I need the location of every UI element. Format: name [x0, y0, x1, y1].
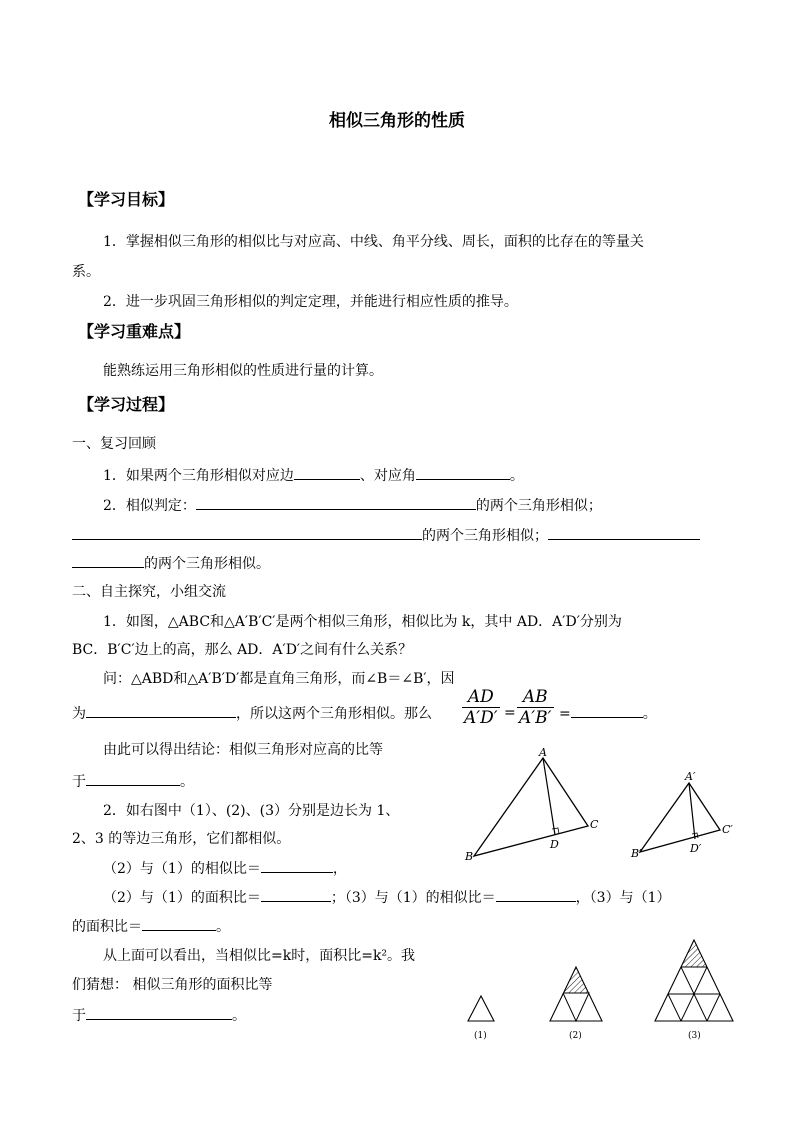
- problem-2-line-2: 2、3 的等边三角形，它们都相似。: [72, 831, 291, 847]
- answer-blank[interactable]: [86, 771, 180, 786]
- caption-1: (1): [474, 1031, 487, 1041]
- label-b: B: [465, 850, 474, 863]
- q1-text-a: 1．如果两个三角形相似对应边: [103, 468, 294, 484]
- triangle-side-1: [468, 996, 494, 1021]
- fraction-numerator: AD: [467, 687, 494, 707]
- altitude-ad: [543, 758, 555, 835]
- equals-sign: =: [559, 706, 571, 722]
- label-d-prime: D′: [690, 842, 702, 855]
- guess-line-3: [72, 1005, 246, 1026]
- q2-text-c: 的两个三角形相似；: [422, 528, 548, 544]
- review-question-1: [103, 465, 524, 486]
- caption-2: (2): [569, 1031, 582, 1041]
- triangle-abc: [474, 758, 588, 856]
- goal-item-1-line-1: 1．掌握相似三角形的相似比与对应高、中线、角平分线、周长，面积的比存在的等量关: [103, 234, 644, 250]
- part1-heading: 一、复习回顾: [72, 436, 156, 452]
- label-d: D: [550, 838, 559, 851]
- guess-text-b: 。: [232, 1008, 246, 1024]
- answer-blank[interactable]: [294, 465, 360, 480]
- section-heading-process: 【学习过程】: [78, 395, 175, 414]
- end-mark: 。: [642, 706, 657, 722]
- label-c: C: [590, 818, 599, 831]
- fraction-numerator: AB: [522, 687, 548, 707]
- goal-item-1-line-2: 系。: [72, 264, 100, 280]
- ratio-question-1: [103, 858, 347, 879]
- equals-sign: =: [504, 705, 516, 721]
- answer-blank[interactable]: [72, 553, 144, 568]
- key-points-text: 能熟练运用三角形相似的性质进行量的计算。: [103, 363, 383, 379]
- ratio-text-a: （2）与（1）的相似比＝: [103, 861, 261, 877]
- equilateral-triangles-figure: [460, 935, 740, 1045]
- goal-item-2: 2．进一步巩固三角形相似的判定定理，并能进行相应性质的推导。: [103, 294, 518, 310]
- guess-line-2: 们猜想： 相似三角形的面积比等: [72, 977, 273, 993]
- part2-heading: 二、自主探究，小组交流: [72, 584, 226, 600]
- guess-text-a: 于: [72, 1008, 86, 1024]
- reason-line: [72, 703, 432, 724]
- label-a-prime: A′: [685, 770, 696, 783]
- reason-text-a: 为: [72, 706, 86, 722]
- fraction-denominator: A′D′: [464, 708, 498, 728]
- answer-blank[interactable]: [496, 887, 576, 902]
- problem-1-line-2: BC．B′C′边上的高，那么 AD．A′D′之间有什么关系？: [72, 642, 413, 658]
- ratio-question-3: [72, 916, 230, 937]
- section-heading-key-points: 【学习重难点】: [78, 322, 191, 341]
- triangle-side-3-grid: [668, 967, 720, 1021]
- problem-1-line-1: 1．如图，△ABC和△A′B′C′是两个相似三角形，相似比为 k，其中 AD．A′D′分别为: [103, 614, 622, 630]
- ratio-text-d: ；（3）与（1）的相似比＝: [330, 890, 496, 906]
- similar-triangles-figure: [455, 740, 740, 870]
- problem-2-line-1: 2．如右图中（1）、(2)、(3）分别是边长为 1、: [103, 803, 400, 819]
- triangle-side-2-grid: [563, 993, 589, 1021]
- caption-3: (3): [688, 1031, 701, 1041]
- ratio-text-f: 的面积比＝: [72, 919, 142, 935]
- ratio-text-g: 。: [216, 919, 230, 935]
- review-question-2-line-2: [72, 525, 700, 546]
- fraction-denominator: A′B′: [519, 708, 552, 728]
- ratio-text-e: ，（3）与（1）: [575, 890, 671, 906]
- q1-text-c: 。: [509, 468, 524, 484]
- q2-text-d: 的两个三角形相似。: [144, 556, 270, 572]
- ratio-question-2: [103, 887, 670, 908]
- answer-blank[interactable]: [196, 495, 476, 510]
- q1-text-b: 、对应角: [359, 468, 416, 484]
- shaded-unit-triangle: [681, 940, 707, 967]
- answer-blank[interactable]: [548, 525, 700, 540]
- reason-text-b: ，所以这两个三角形相似。那么: [236, 706, 432, 722]
- answer-blank[interactable]: [571, 703, 643, 718]
- review-question-2-line-3: [72, 553, 270, 574]
- answer-blank[interactable]: [86, 1005, 232, 1020]
- fraction-ab: [517, 688, 554, 727]
- label-b-prime: B′: [631, 847, 642, 860]
- section-heading-goals: 【学习目标】: [78, 190, 175, 209]
- answer-blank[interactable]: [261, 858, 333, 873]
- ratio-answer: [559, 703, 657, 724]
- label-a: A: [539, 746, 547, 759]
- q2-text-a: 2．相似判定：: [103, 498, 196, 514]
- answer-blank[interactable]: [261, 887, 331, 902]
- shaded-unit-triangle: [563, 967, 589, 993]
- page-title: 相似三角形的性质: [329, 111, 465, 131]
- answer-blank[interactable]: [416, 465, 510, 480]
- answer-blank[interactable]: [86, 703, 236, 718]
- guess-line-1: 从上面可以看出，当相似比=k时，面积比=k²。我: [103, 948, 416, 964]
- right-angle-mark: [552, 828, 559, 834]
- label-c-prime: C′: [722, 823, 733, 836]
- triangle-a-prime-b-prime-c-prime: [640, 783, 720, 852]
- answer-blank[interactable]: [72, 525, 422, 540]
- fraction-ad: [462, 688, 500, 727]
- conclusion-text-b: 。: [180, 774, 194, 790]
- conclusion-line-1: 由此可以得出结论：相似三角形对应高的比等: [103, 742, 383, 758]
- ratio-text-c: （2）与（1）的面积比＝: [103, 890, 261, 906]
- q2-text-b: 的两个三角形相似；: [475, 498, 602, 514]
- conclusion-text-a: 于: [72, 774, 86, 790]
- question-line: 问：△ABD和△A′B′D′都是直角三角形，而∠B＝∠B′，因: [103, 671, 455, 687]
- answer-blank[interactable]: [142, 916, 216, 931]
- review-question-2: [103, 495, 602, 516]
- conclusion-line-2: [72, 771, 194, 792]
- ratio-text-b: ，: [332, 861, 347, 877]
